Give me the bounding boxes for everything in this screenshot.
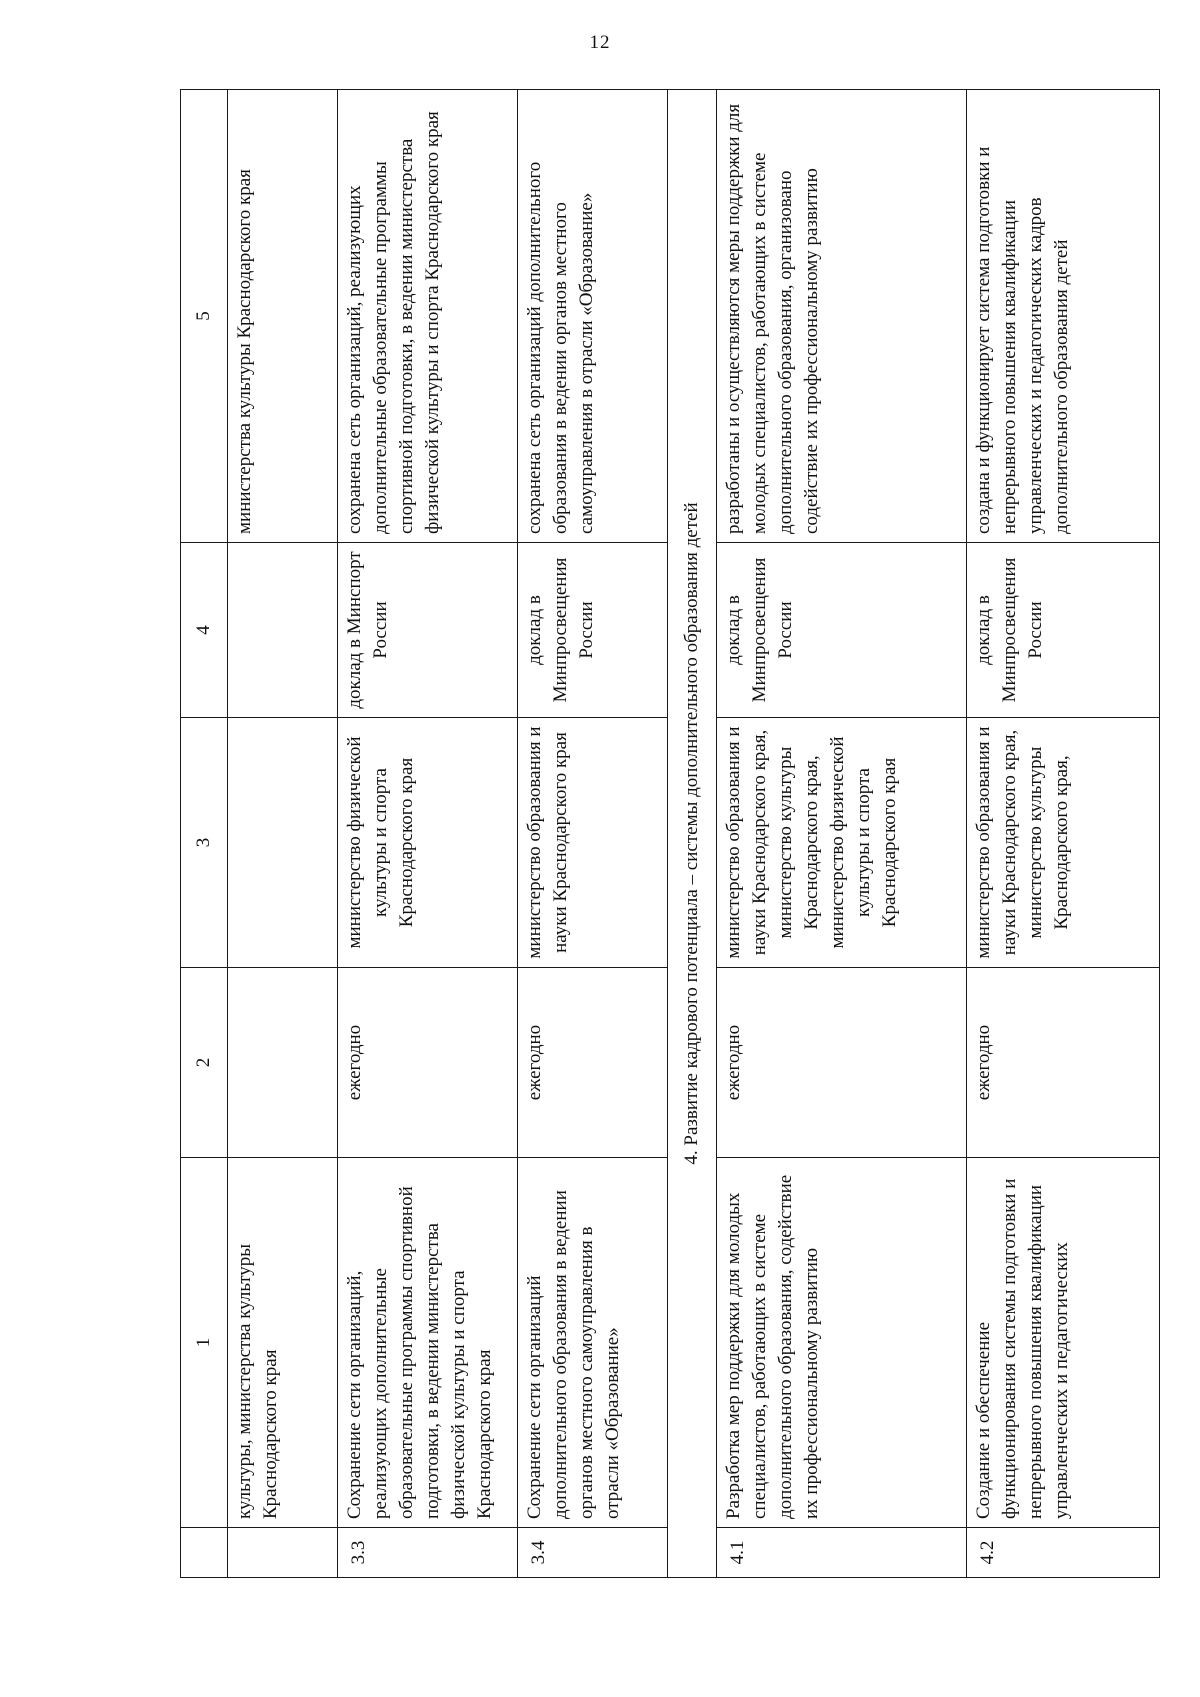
row-executor: министерство образования и науки Краснодарского края, министерство культуры Краснодарского края, министерство физической культуры и спорта Краснодарского края xyxy=(717,718,967,968)
row-executor: министерство образования и науки Краснодарского края, министерство культуры Краснодарского края, xyxy=(967,718,1160,968)
row-result: министерства культуры Краснодарского края xyxy=(228,90,338,543)
row-form: доклад в Минспорт России xyxy=(338,543,518,718)
row-result: разработаны и осуществляются меры поддержки для молодых специалистов, работающих в системе дополнительного образования, организовано содействие их профессиональному развитию xyxy=(717,90,967,543)
header-cell-5: 5 xyxy=(181,90,228,543)
table-row xyxy=(228,90,338,1578)
row-result: создана и функционирует система подготовки и непрерывного повышения квалификации управленческих и педагогических кадров дополнительного образования детей xyxy=(967,90,1160,543)
row-result: сохранена сеть организаций, реализующих дополнительные образовательные программы спортивной подготовки, в ведении министерства физической культуры и спорта Краснодарского края xyxy=(338,90,518,543)
row-executor: министерство образования и науки Краснодарского края xyxy=(518,718,668,968)
row-period: ежегодно xyxy=(518,968,668,1158)
row-form: доклад в Минпросвещения России xyxy=(717,543,967,718)
row-form: доклад в Минпросвещения России xyxy=(518,543,668,718)
header-row xyxy=(181,90,228,1578)
page-number: 12 xyxy=(589,32,611,53)
row-executor xyxy=(228,718,338,968)
row-number: 3.4 xyxy=(518,1528,668,1578)
row-name: Сохранение сети организаций, реализующих дополнительные образовательные программы спортивной подготовки, в ведении министерства физической культуры и спорта Краснодарского края xyxy=(338,1158,518,1528)
row-name: культуры, министерства культуры Краснодарского края xyxy=(228,1158,338,1528)
row-number: 3.3 xyxy=(338,1528,518,1578)
row-number: 4.1 xyxy=(717,1528,967,1578)
row-form xyxy=(228,543,338,718)
row-name: Сохранение сети организаций дополнительного образования в ведении органов местного самоуправления в отрасли «Образование» xyxy=(518,1158,668,1528)
row-name: Разработка мер поддержки для молодых специалистов, работающих в системе дополнительного образования, содействие их профессиональному развитию xyxy=(717,1158,967,1528)
row-name: Создание и обеспечение функционирования системы подготовки и непрерывного повышения квалификации управленческих и педагогических xyxy=(967,1158,1160,1528)
table-row xyxy=(717,90,967,1578)
header-cell-4: 4 xyxy=(181,543,228,718)
header-cell-num xyxy=(181,1528,228,1578)
row-period: ежегодно xyxy=(717,968,967,1158)
row-result: сохранена сеть организаций дополнительного образования в ведении органов местного самоуправления в отрасли «Образование» xyxy=(518,90,668,543)
row-period: ежегодно xyxy=(967,968,1160,1158)
table-row xyxy=(967,90,1160,1578)
header-cell-2: 2 xyxy=(181,968,228,1158)
row-period: ежегодно xyxy=(338,968,518,1158)
plan-table xyxy=(180,89,1160,1578)
header-cell-1: 1 xyxy=(181,1158,228,1528)
row-number xyxy=(228,1528,338,1578)
table-row xyxy=(518,90,668,1578)
row-executor: министерство физической культуры и спорта Краснодарского края xyxy=(338,718,518,968)
row-number: 4.2 xyxy=(967,1528,1160,1578)
section-title: 4. Развитие кадрового потенциала – системы дополнительного образования детей xyxy=(668,90,717,1578)
rotated-table xyxy=(180,90,1160,1578)
row-period xyxy=(228,968,338,1158)
section-row xyxy=(668,90,717,1578)
table-row xyxy=(338,90,518,1578)
row-form: доклад в Минпросвещения России xyxy=(967,543,1160,718)
header-cell-3: 3 xyxy=(181,718,228,968)
